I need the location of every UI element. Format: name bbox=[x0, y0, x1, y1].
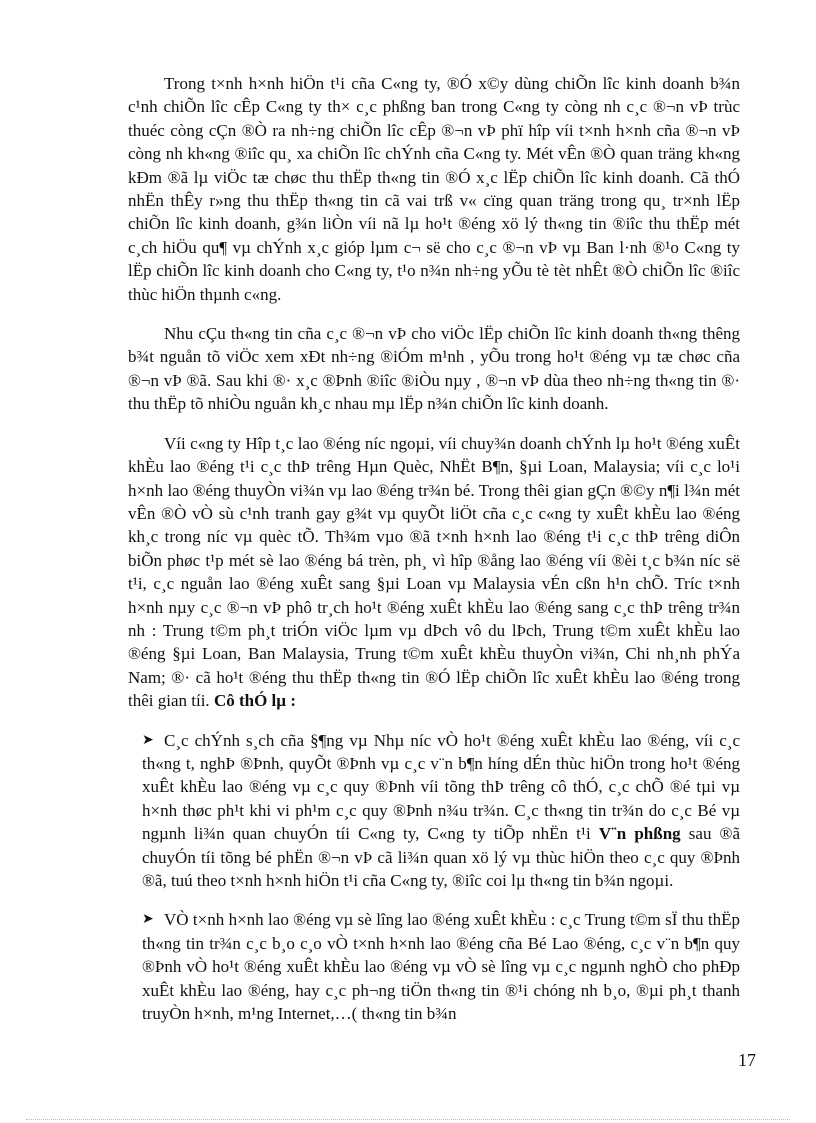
bullet-1-text-after: sau ®ã chuyÓn tíi tõng bé phËn ®¬n vÞ cã li¾n quan xö lý vµ thùc hiÖn theo c¸c quy ®Þnh ®ã, tuú theo t×nh h×nh hiÖn t¹i cña C«ng ty, ®iîc coi lµ th«ng tin b¾n ngoµi. bbox=[142, 824, 741, 890]
bullet-item-1 bbox=[128, 729, 740, 893]
paragraph-2: Nhu cÇu th«ng tin cña c¸c ®¬n vÞ cho viÖc lËp chiÕn lîc kinh doanh th«ng thêng b¾t nguån tõ viÖc xem xÐt nh÷ng ®iÓm m¹nh , yÕu trong ho¹t ®éng vµ tæ chøc cña ®¬n vÞ ®ã. Sau khi ®· x¸c ®Þnh ®iîc ®iÒu nµy , ®¬n vÞ dùa theo nh÷ng th«ng tin ®· thu thËp tõ nhiÒu nguån kh¸c nhau mµ lËp n¾n chiÕn lîc kinh doanh. bbox=[128, 324, 740, 414]
paragraph-3-text: Víi c«ng ty Hîp t¸c lao ®éng níc ngoµi, víi chuy¾n doanh chÝnh lµ ho¹t ®éng xuÊt khÈu lao ®éng t¹i c¸c thÞ trêng Hµn Quèc, NhËt B¶n, §µi Loan, Malaysia; víi c¸c lo¹i h×nh lao ®éng thuyÒn vi¾n vµ lao ®éng tr¾n bé. Trong thêi gian gÇn ®©y n¶i l¾n mét vÊn ®Ò vÒ sù c¹nh tranh gay g¾t vµ quyÕt liÖt cña c¸c c«ng ty xuÊt khÈu lao ®éng kh¸c trong níc vµ quèc tÕ. Th¾m vµo ®ã t×nh h×nh lao ®éng t¹i c¸c thÞ trêng diÔn biÕn phøc t¹p mét sè lao ®éng bá trèn, ph¸ vì hîp ®ång lao ®éng víi ®èi t¸c b¾n níc së t¹i, c¸c nguån lao ®éng xuÊt sang §µi Loan vµ Malaysia vÉn cßn h¹n chÕ. Tríc t×nh h×nh nµy c¸c ®¬n vÞ phô tr¸ch ho¹t ®éng xuÊt khÈu lao ®éng sang c¸c thÞ trêng tr¾n nh : Trung t©m ph¸t triÓn viÖc lµm vµ dÞch vô du lÞch, Trung t©m xuÊt khÈu lao ®éng §µi Loan, Ban Malaysia, Trung t©m xuÊt khÈu thuyÒn vi¾n, Chi nh¸nh phÝa Nam; ®· cã ho¹t ®éng thu thËp th«ng tin ®Ó lËp chiÕn lîc xuÊt khÈu lao ®éng trong thêi gian tíi. bbox=[128, 433, 740, 711]
arrow-bullet-icon: ➤ bbox=[142, 731, 154, 748]
arrow-bullet-icon: ➤ bbox=[142, 911, 154, 928]
page-number: 17 bbox=[738, 1050, 756, 1070]
bullet-1-text-before: C¸c chÝnh s¸ch cña §¶ng vµ Nhµ níc vÒ ho¹t ®éng xuÊt khÈu lao ®éng, víi c¸c th«ng t, nghÞ ®Þnh, quyÕt ®Þnh vµ c¸c v¨n b¶n híng dÉn thùc hiÖn trong ho¹t ®éng xuÊt khÈu lao ®éng vµ c¸c quy ®Þnh víi tõng thÞ trêng cô thÓ, c¸c chÕ ®é tµi vµ h×nh thøc ph¹t khi vi ph¹m c¸c quy ®Þnh n¾u tr¾n. C¸c th«ng tin tr¾n do c¸c Bé vµ ngµnh li¾n quan chuyÓn tíi C«ng ty, C«ng ty tiÕp nhËn t¹i bbox=[142, 730, 740, 844]
bullet-2-text: VÒ t×nh h×nh lao ®éng vµ sè lîng lao ®éng xuÊt khÈu : c¸c Trung t©m sÏ thu thËp th«ng tin tr¾n c¸c b¸o c¸o vÒ t×nh h×nh lao ®éng cña Bé Lao ®éng, c¸c v¨n b¶n quy ®Þnh vÒ ho¹t ®éng xuÊt khÈu lao ®éng vµ vÒ sè lîng vµ c¸c ngµnh nghÒ cho phÐp xuÊt khÈu lao ®éng, hay c¸c ph¬ng tiÖn th«ng tin ®¹i chóng nh b¸o, ®µi ph¸t thanh truyÒn h×nh, m¹ng Internet,…( th«ng tin b¾n bbox=[142, 910, 740, 1024]
body-text bbox=[128, 72, 740, 1041]
bullet-item-2 bbox=[128, 908, 740, 1025]
paragraph-3 bbox=[128, 432, 740, 713]
footer-divider bbox=[26, 1119, 790, 1120]
bullet-1-bold-term: V¨n phßng bbox=[598, 824, 681, 844]
paragraph-1: Trong t×nh h×nh hiÖn t¹i cña C«ng ty, ®Ó x©y dùng chiÕn lîc kinh doanh b¾n c¹nh chiÕn lîc cÊp C«ng ty th× c¸c phßng ban trong C«ng ty còng nh c¸c ®¬n vÞ trùc thuéc còng cÇn ®Ò ra nh÷ng chiÕn lîc cÊp ®¬n vÞ phï hîp víi t×nh h×nh cña ®¬n vÞ còng nh kh«ng ®iîc qu¸ xa chiÕn lîc chÝnh cña C«ng ty. Mét vÊn ®Ò quan träng kh«ng kÐm ®ã lµ viÖc tæ chøc thu thËp th«ng tin ®Ó x¸c lËp chiÕn lîc kinh doanh. Cã thÓ nhËn thÊy r»ng thu thËp th«ng tin cã vai trß v« cïng quan träng trong qu¸ tr×nh lËp chiÕn lîc kinh doanh, g¾n liÒn víi nã lµ ho¹t ®éng xö lý th«ng tin ®iîc thu thËp mét c¸ch hiÖu qu¶ vµ chÝnh x¸c gióp lµm c¬ së cho c¸c ®¬n vÞ vµ Ban l·nh ®¹o C«ng ty lËp chiÕn lîc kinh doanh cho C«ng ty, t¹o n¾n nh÷ng yÕu tè tèt nhÊt ®Ò chiÕn lîc ®iîc thùc hiÖn thµnh c«ng. bbox=[128, 74, 740, 304]
paragraph-3-tail: Cô thÓ lµ : bbox=[213, 691, 296, 711]
